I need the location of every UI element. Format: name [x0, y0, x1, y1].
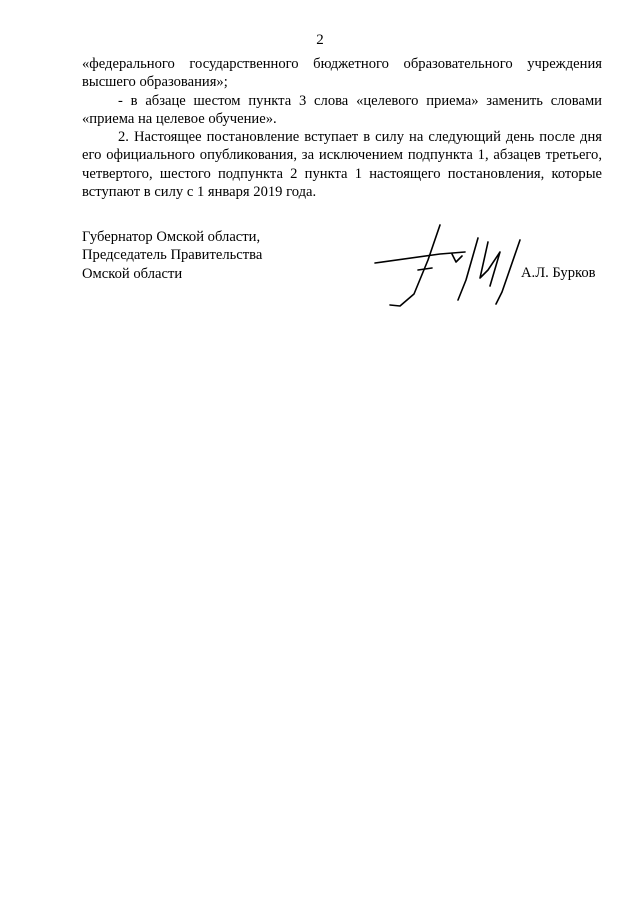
document-body — [82, 55, 602, 201]
paragraph-effective-date: 2. Настоящее постановление вступает в силу на следующий день после дня его официального опубликования, за исключением подпункта 1, абзацев третьего, четвертого, шестого подпункта 2 пункта 1 настоящего постановления, которые вступают в силу с 1 января 2019 года. — [82, 129, 602, 201]
position-line: Губернатор Омской области, — [82, 229, 261, 245]
paragraph-amendment: - в абзаце шестом пункта 3 слова «целевого приема» заменить словами «приема на целевое обучение». — [82, 92, 602, 127]
paragraph-continuation: «федерального государственного бюджетного образовательного учреждения высшего образования»; — [82, 56, 602, 91]
page-number: 2 — [316, 32, 324, 48]
handwritten-signature — [370, 222, 530, 312]
position-line: Омской области — [82, 265, 183, 282]
position-line: Председатель Правительства — [82, 247, 263, 264]
signatory-name: А.Л. Бурков — [521, 265, 596, 281]
signatory-position — [82, 228, 262, 283]
